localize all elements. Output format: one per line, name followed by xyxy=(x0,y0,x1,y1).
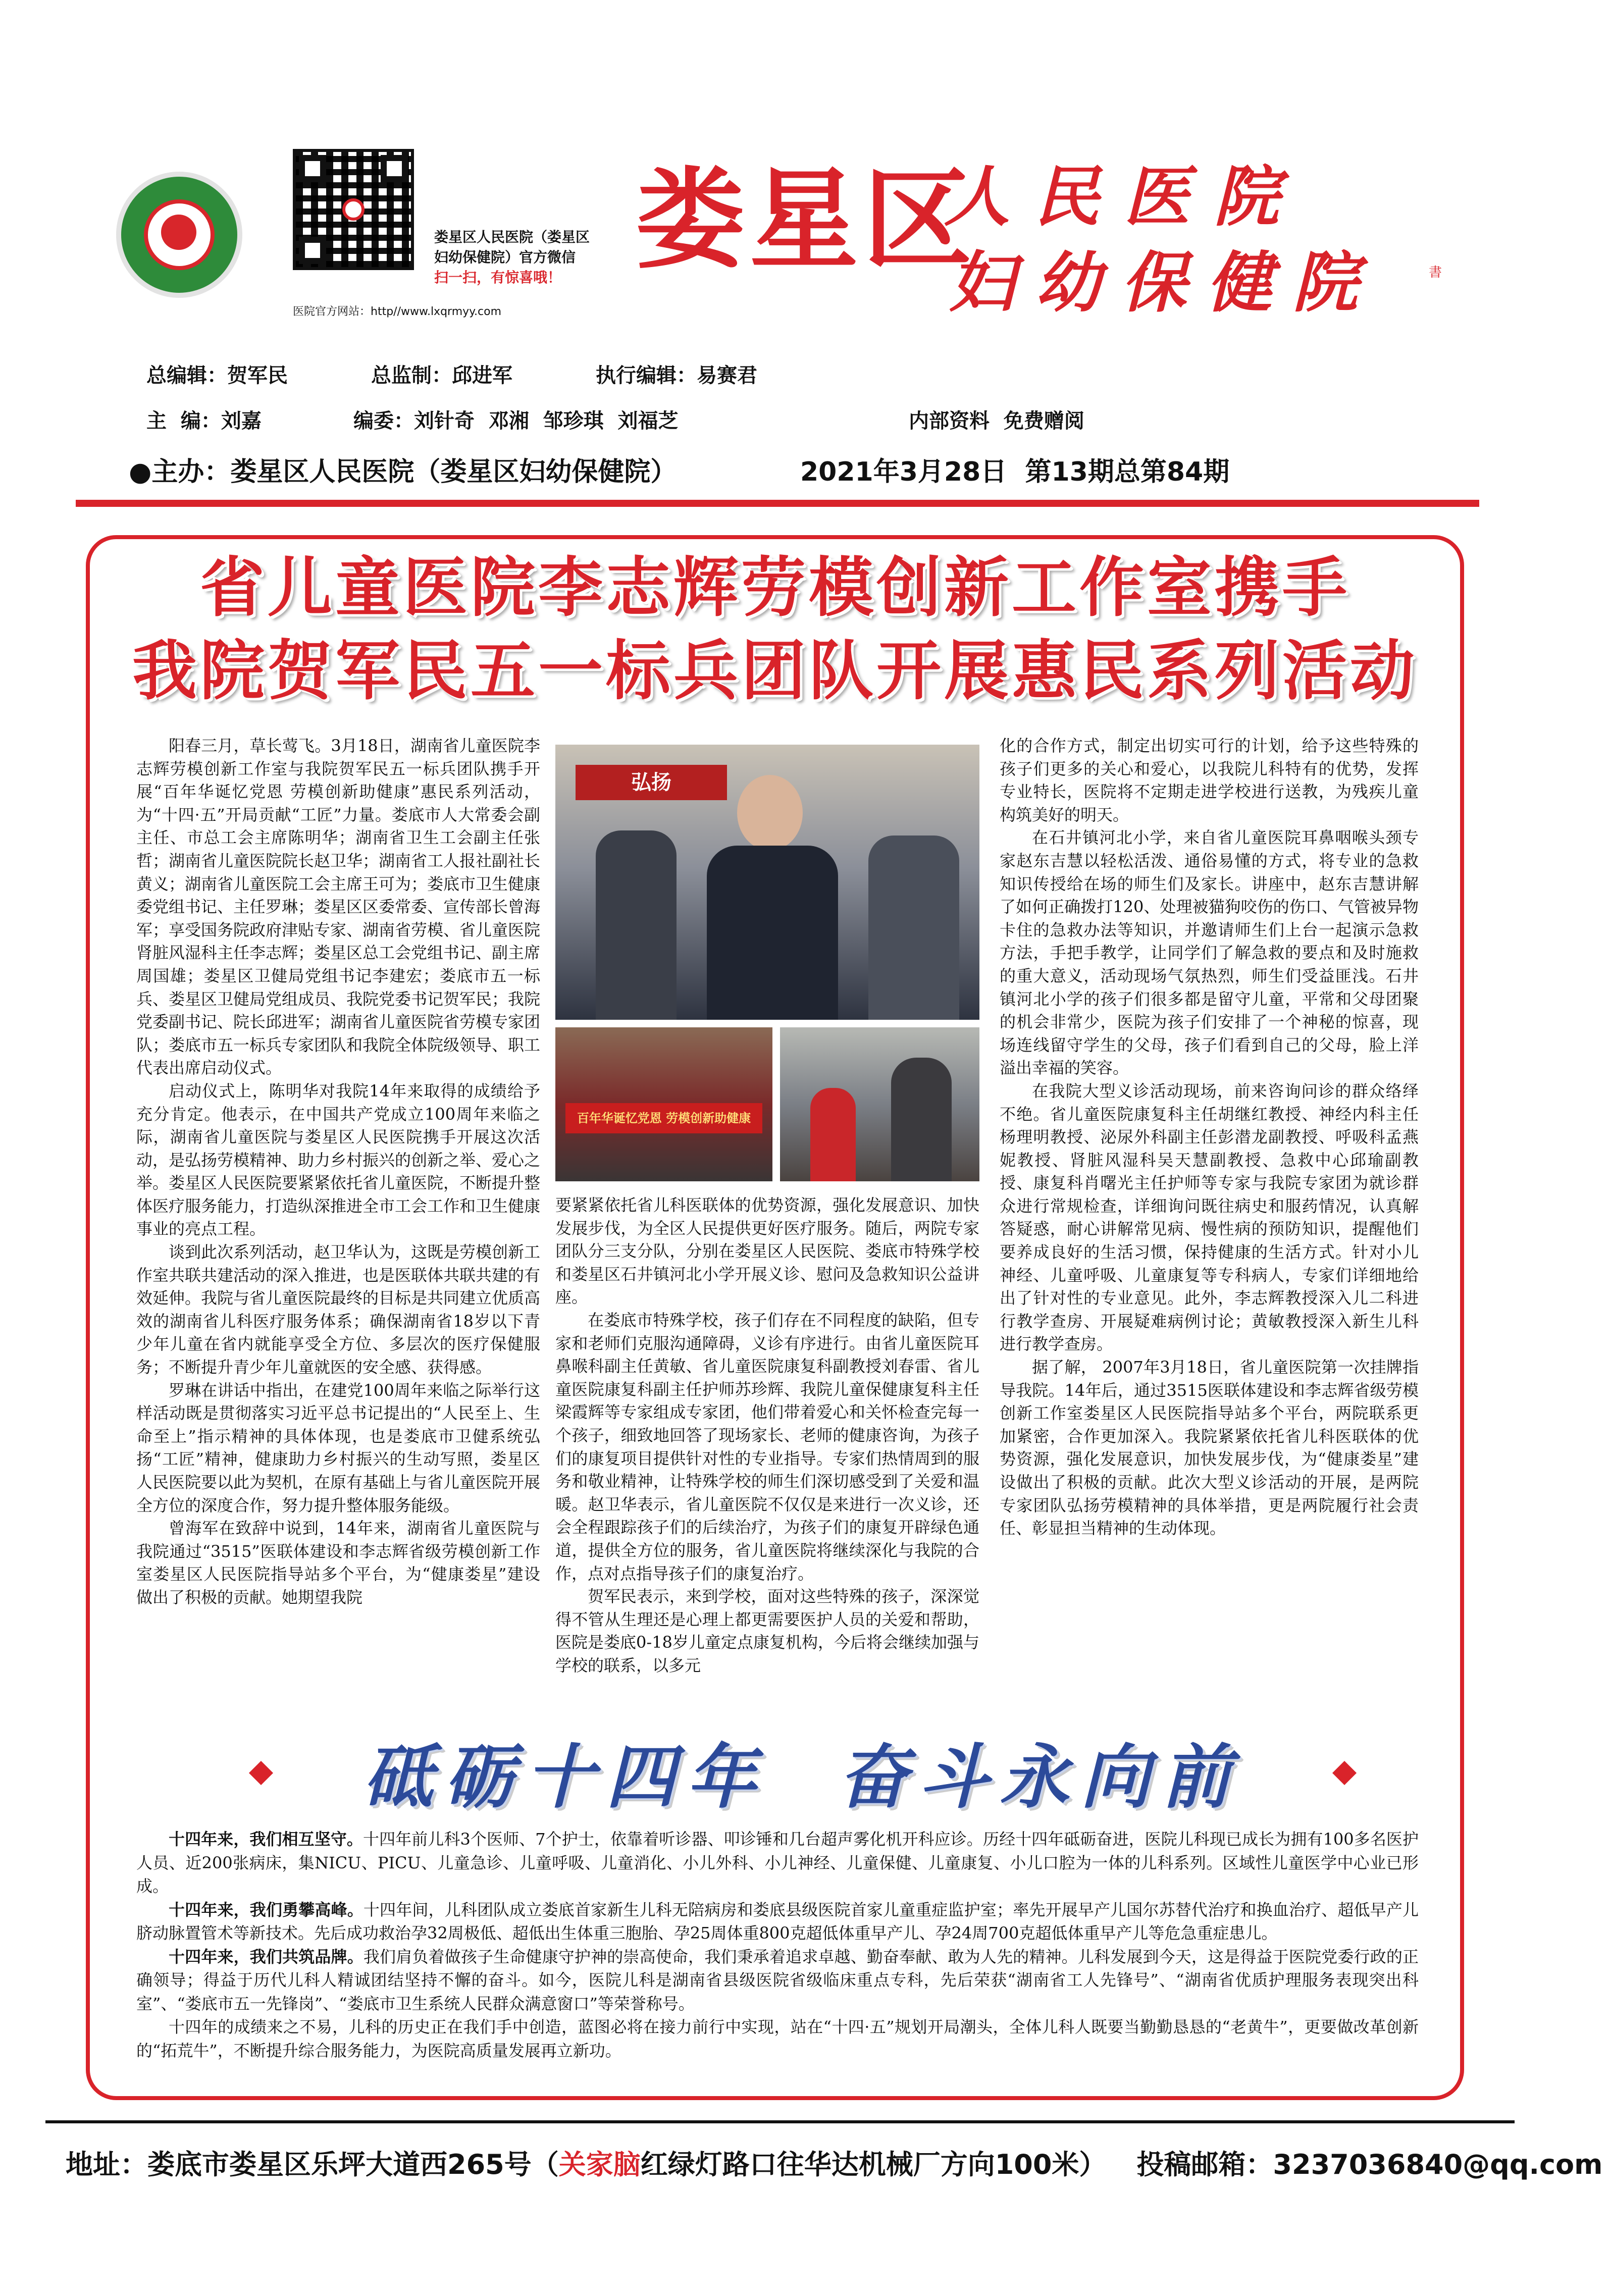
issue-date: 2021年3月28日 第13期总第84期 xyxy=(800,457,1230,487)
anniversary-section xyxy=(136,1828,1419,2062)
paragraph: 启动仪式上，陈明华对我院14年来取得的成绩给予充分肯定。他表示，在中国共产党成立100周年来临之际，湖南省儿童医院与娄星区人民医院携手开展这次活动，是弘扬劳模精神、助力乡村振兴的创新之举、爱心之举。娄星区人民医院要紧紧依托省儿童医院，不断提升整体医疗服务能力，打造纵深推进全市工会工作和卫生健康事业的亮点工程。 xyxy=(136,1081,541,1239)
executive-editor: 执行编辑：易赛君 xyxy=(596,364,757,387)
activity-banner: 百年华诞忆党恩 劳模创新助健康 xyxy=(565,1103,762,1133)
lead: 十四年来，我们相互坚守。 xyxy=(169,1830,363,1849)
address-landmark: 关家脑 xyxy=(558,2149,641,2180)
headline-line2: 我院贺军民五一标兵团队开展惠民系列活动 xyxy=(132,634,1418,709)
paragraph xyxy=(136,1898,1419,1945)
wechat-line: 妇幼保健院）官方微信 xyxy=(434,249,576,266)
paragraph: 曾海军在致辞中说到，14年来，湖南省儿童医院与我院通过“3515”医联体建设和李志辉省级劳模创新工作室娄星区人民医院指导站多个平台，为“健康娄星”建设做出了积极的贡献。她期望我院 xyxy=(136,1519,540,1607)
wechat-line: 娄星区人民医院（娄星区 xyxy=(434,229,590,245)
chief-editor: 总编辑：贺军民 xyxy=(146,364,288,387)
paragraph: 在石井镇河北小学，来自省儿童医院耳鼻咽喉头颈专家赵东吉慧以轻松活泼、通俗易懂的方式，将专业的急救知识传授给在场的师生们及家长。讲座中，赵东吉慧讲解了如何正确拨打120、处理被猫狗咬伤的伤口、气管被异物卡住的急救办法等知识，并邀请师生们上台一起演示急救方法，手把手教学，让同学们了解急救的要点和及时施救的重大意义，活动现场气氛热烈，师生们受益匪浅。石井镇河北小学的孩子们很多都是留守儿童，平常和父母团聚的机会非常少，医院为孩子们安排了一个神秘的惊喜，现场连线留守学生的父母，孩子们看到自己的父母，脸上洋溢出幸福的笑容。 xyxy=(1000,828,1419,1078)
chief-supervisor: 总监制：邱进军 xyxy=(371,364,512,387)
paragraph: 谈到此次系列活动，赵卫华认为，这既是劳模创新工作室共联共建活动的深入推进，也是医联体共联共建的有效延伸。我院与省儿童医院最终的目标是共同建立优质高效的湖南省儿科医疗服务体系；确保湖南省18岁以下青少年儿童在省内就能享受全方位、多层次的医疗保健服务；不断提升青少年儿童就医的安全感、获得感。 xyxy=(136,1242,541,1377)
masthead-title xyxy=(636,154,1469,376)
masthead-title-hospital: 人民医院 xyxy=(944,158,1304,235)
footer xyxy=(66,2143,1602,2182)
lead: 十四年来，我们共筑品牌。 xyxy=(169,1947,363,1966)
footer-divider xyxy=(45,2120,1515,2123)
article-column-3 xyxy=(1000,735,1419,1719)
lead: 十四年来，我们勇攀高峰。 xyxy=(169,1900,363,1919)
submission-email[interactable]: 投稿邮箱：3237036840@qq.com xyxy=(1136,2149,1603,2180)
article-column-2 xyxy=(555,1194,979,1719)
paragraph: 阳春三月，草长莺飞。3月18日，湖南省儿童医院李志辉劳模创新工作室与我院贺军民五一标兵团队携手开展“百年华诞忆党恩 劳模创新助健康”惠民系列活动，为“十四·五”开局贡献“工匠”力量。娄底市人大常委会副主任、市总工会主席陈明华；湖南省卫生工会副主任张哲；湖南省儿童医院院长赵卫华；湖南省工人报社副社长黄义；湖南省儿童医院工会主席王可为；娄底市卫生健康委党组书记、主任罗琳；娄星区区委常委、宣传部长曾海军；享受国务院政府津贴专家、湖南省劳模、省儿童医院肾脏风湿科主任李志辉；娄星区总工会党组书记、副主席周国雄；娄星区卫健局党组书记李建宏；娄底市五一标兵、娄星区卫健局党组成员、我院党委书记贺军民；我院党委副书记、院长邱进军；湖南省儿童医院省劳模专家团队；娄底市五一标兵专家团队和我院全体院级领导、职工代表出席启动仪式。 xyxy=(136,736,541,1078)
paragraph: 要紧紧依托省儿科医联体的优势资源，强化发展意识、加快发展步伐，为全区人民提供更好医疗服务。随后，两院专家团队分三支分队，分别在娄星区人民医院、娄底市特殊学校和娄星区石井镇河北小学开展义诊、慰问及急救知识公益讲座。 xyxy=(555,1195,979,1307)
issue-host: ●主办：娄星区人民医院（娄星区妇幼保健院） xyxy=(129,457,677,487)
hospital-logo xyxy=(116,172,242,298)
person-head xyxy=(737,775,803,851)
paragraph xyxy=(136,1828,1419,1898)
section-banner xyxy=(263,1736,1343,1818)
internal-note: 内部资料 免费赠阅 xyxy=(909,409,1084,433)
banner-text: 砥砺十四年 奋斗永向前 xyxy=(363,1736,1242,1818)
body: 我们肩负着做孩子生命健康守护神的崇高使命，我们秉承着追求卓越、勤奋奉献、敢为人先的精神。儿科发展到今天，这是得益于医院党委行政的正确领导；得益于历代儿科人精诚团结坚持不懈的奋斗。如今，医院儿科是湖南省县级医院省级临床重点专科，先后荣获“湖南省工人先锋号”、“湖南省优质护理服务表现突出科室”、“娄底市五一先锋岗”、“娄底市卫生系统人民群众满意窗口”等荣誉称号。 xyxy=(136,1947,1419,2013)
body: 十四年前儿科3个医师、7个护士，依靠着听诊器、叩诊锤和几台超声雾化机开科应诊。历经十四年砥砺奋进，医院儿科现已成长为拥有100多名医护人员、近200张病床，集NICU、PICU、儿童急诊、儿童呼吸、儿童消化、小儿外科、小儿神经、儿童保健、儿童康复、小儿口腔为一体的儿科系列。区域性儿童医学中心业已形成。 xyxy=(136,1830,1419,1896)
doctor-figure xyxy=(891,1058,952,1181)
headline-line1: 省儿童医院李志辉劳模创新工作室携手 xyxy=(199,550,1350,625)
consultation-photo xyxy=(780,1027,979,1181)
paragraph: 罗琳在讲话中指出，在建党100周年来临之际举行这样活动既是贯彻落实习近平总书记提出的“人民至上、生命至上”指示精神的具体体现，也是娄底市卫健系统弘扬“工匠”精神，健康助力乡村振兴的生动写照，娄星区人民医院要以此为契机，在原有基础上与省儿童医院开展全方位的深度合作，努力提升整体服务能级。 xyxy=(136,1380,541,1515)
paragraph: 贺军民表示，来到学校，面对这些特殊的孩子，深深觉得不管从生理还是心理上都更需要医护人员的关爱和帮助，医院是娄底0-18岁儿童定点康复机构，今后将会继续加强与学校的联系，以多元 xyxy=(555,1587,979,1675)
website: 医院官方网站：http//www.lxqrmyy.com xyxy=(293,305,502,318)
paragraph: 据了解， 2007年3月18日，省儿童医院第一次挂牌指导我院。14年后，通过3515医联体建设和李志辉省级劳模创新工作室娄星区人民医院指导站多个平台，两院联系更加紧密，合作更加深入。我院紧紧依托省儿科医联体的优势资源，强化发展意识，加快发展步伐，为“健康娄星”建设做出了积极的贡献。此次大型义诊活动的开展，是两院专家团队弘扬劳模精神的具体举措，更是两院履行社会责任、彰显担当精神的生动体现。 xyxy=(1000,1358,1419,1538)
article-column-1 xyxy=(136,735,540,1719)
paragraph xyxy=(136,2015,1419,2062)
wall-sign: 弘扬 xyxy=(576,765,727,800)
masthead-title-district: 娄星区 xyxy=(636,155,977,283)
paragraph xyxy=(136,1945,1419,2016)
body: 十四年的成绩来之不易，儿科的历史正在我们手中创造，蓝图必将在接力前行中实现，站在“十四·五”规划开局潮头，全体儿科人既要当勤勤恳恳的“老黄牛”，更要做改革创新的“拓荒牛”，不断提升综合服务能力，为医院高质量发展再立新功。 xyxy=(136,2017,1419,2060)
address-suffix: 红绿灯路口往华达机械厂方向100米） xyxy=(640,2149,1107,2180)
wechat-caption xyxy=(434,227,606,288)
editor: 主 编：刘嘉 xyxy=(146,409,262,433)
paragraph: 在我院大型义诊活动现场，前来咨询问诊的群众络绎不绝。省儿童医院康复科主任胡继红教授、神经内科主任杨理明教授、泌尿外科副主任彭潜龙副教授、呼吸科孟燕妮教授、肾脏风湿科吴天慧副教授、急救中心邱瑜副教授、康复科肖曙光主任护师等专家与我院专家团为就诊群众进行常规检查，详细询问既往病史和服药情况，认真解答疑惑，耐心讲解常见病、慢性病的预防知识，提醒他们要养成良好的生活习惯，保持健康的生活方式。针对小儿神经、儿童呼吸、儿童康复等专科病人，专家们详细地给出了针对性的专业意见。此外，李志辉教授深入儿二科进行教学查房、开展疑难病例讨论；黄敏教授深入新生儿科进行教学查房。 xyxy=(1000,1081,1419,1354)
calligraphy-seal: 書 xyxy=(1429,265,1442,280)
person-body xyxy=(868,836,959,1020)
body: 十四年间，儿科团队成立娄底首家新生儿科无陪病房和娄底县级医院首家儿童重症监护室；率先开展早产儿国尔苏替代治疗和换血治疗、超低早产儿脐动脉置管术等新技术。先后成功救治孕32周极低、超低出生体重三胞胎、孕25周体重800克超低体重早产儿、孕24周700克超低体重早产儿等危急重症患儿。 xyxy=(136,1900,1419,1943)
paragraph: 在娄底市特殊学校，孩子们存在不同程度的缺陷，但专家和老师们克服沟通障碍，义诊有序进行。由省儿童医院耳鼻喉科副主任黄敏、省儿童医院康复科副教授刘春雷、省儿童医院康复科副主任护师苏珍辉、我院儿童保健康复科主任梁霞辉等专家组成专家团，他们带着爱心和关怀检查完每一个孩子，细致地回答了现场家长、老师的健康咨询，为孩子们的康复项目提供针对性的专业指导。专家们热情周到的服务和敬业精神，让特殊学校的师生们深切感受到了关爱和温暖。赵卫华表示，省儿童医院不仅仅是来进行一次义诊，还会全程跟踪孩子们的后续治疗，为孩子们的康复开辟绿色通道，提供全方位的服务，省儿童医院将继续深化与我院的合作，点对点指导孩子们的康复治疗。 xyxy=(555,1310,979,1583)
masthead-title-mch: 妇幼保健院 xyxy=(949,244,1379,321)
wechat-line: 扫一扫，有惊喜哦！ xyxy=(434,269,562,286)
paragraph: 化的合作方式，制定出切实可行的计划，给予这些特殊的孩子们更多的关心和爱心，以我院儿科特有的优势，发挥专业特长，医院将不定期走进学校进行送教，为残疾儿童构筑美好的明天。 xyxy=(1000,736,1419,824)
wechat-qr-code[interactable] xyxy=(293,149,414,270)
address-prefix: 地址：娄底市娄星区乐坪大道西265号（ xyxy=(66,2149,559,2180)
masthead-divider xyxy=(76,500,1479,507)
ceremony-photo xyxy=(555,1027,772,1181)
editorial-committee: 编委：刘针奇 邓湘 邹珍琪 刘福芝 xyxy=(353,409,679,433)
main-photo xyxy=(555,745,979,1020)
person-body xyxy=(707,846,838,1020)
child-figure xyxy=(810,1088,856,1181)
person-body xyxy=(596,830,677,1020)
